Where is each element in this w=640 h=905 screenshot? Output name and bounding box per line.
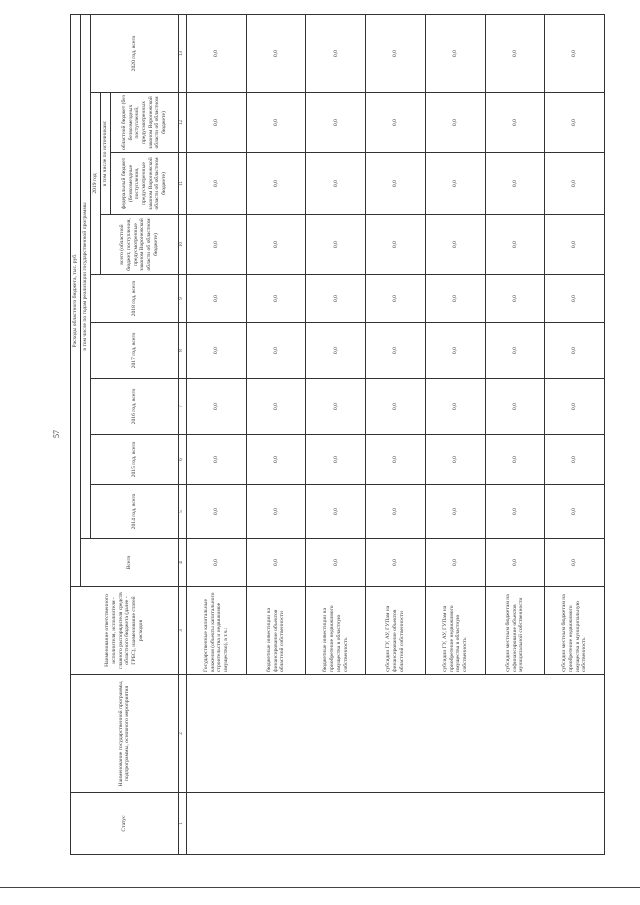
value-cell: 0,0 xyxy=(485,435,545,485)
value-cell: 0,0 xyxy=(246,275,306,323)
column-number: 7 xyxy=(178,379,186,435)
header-2019: 2019 год xyxy=(90,93,100,275)
column-number: 4 xyxy=(178,539,186,587)
value-cell: 0,0 xyxy=(306,15,366,93)
value-cell: 0,0 xyxy=(366,215,426,275)
value-cell: 0,0 xyxy=(545,485,605,539)
value-cell: 0,0 xyxy=(545,539,605,587)
value-cell: 0,0 xyxy=(187,539,247,587)
footer-rule xyxy=(0,887,640,888)
value-cell: 0,0 xyxy=(545,323,605,379)
column-number: 13 xyxy=(178,15,186,93)
budget-table-rotated xyxy=(70,15,605,855)
value-cell: 0,0 xyxy=(246,539,306,587)
value-cell: 0,0 xyxy=(545,275,605,323)
column-number: 1 xyxy=(178,793,186,855)
column-number: 8 xyxy=(178,323,186,379)
value-cell: 0,0 xyxy=(485,485,545,539)
value-cell: 0,0 xyxy=(425,435,485,485)
expense-item-name: бюджетные инвестиции на приобретение недвижимого имущества в областную собственность xyxy=(306,587,366,675)
value-cell: 0,0 xyxy=(187,435,247,485)
table-row xyxy=(187,15,247,855)
header-executor: Наименование ответственного исполнителя, исполнителя - главного распорядителя средств областного бюджета (далее - ГРБС), наименование статей расходов xyxy=(71,587,179,675)
value-cell: 0,0 xyxy=(187,15,247,93)
expense-item-name: субсидии местным бюджетам на приобретение недвижимого имущества в муниципальную собственность xyxy=(545,587,605,675)
value-cell: 0,0 xyxy=(366,323,426,379)
column-number-row xyxy=(178,15,186,855)
column-number: 11 xyxy=(178,153,186,215)
program-cell xyxy=(187,675,605,793)
value-cell: 0,0 xyxy=(366,93,426,153)
value-cell: 0,0 xyxy=(246,153,306,215)
value-cell: 0,0 xyxy=(485,379,545,435)
value-cell: 0,0 xyxy=(246,323,306,379)
header-2018: 2018 год, всего xyxy=(90,275,178,323)
value-cell: 0,0 xyxy=(545,15,605,93)
value-cell: 0,0 xyxy=(306,539,366,587)
status-cell xyxy=(187,793,605,855)
column-number: 12 xyxy=(178,93,186,153)
value-cell: 0,0 xyxy=(187,323,247,379)
value-cell: 0,0 xyxy=(425,15,485,93)
value-cell: 0,0 xyxy=(425,323,485,379)
value-cell: 0,0 xyxy=(246,15,306,93)
value-cell: 0,0 xyxy=(246,485,306,539)
value-cell: 0,0 xyxy=(485,15,545,93)
value-cell: 0,0 xyxy=(306,323,366,379)
value-cell: 0,0 xyxy=(306,153,366,215)
value-cell: 0,0 xyxy=(366,275,426,323)
value-cell: 0,0 xyxy=(306,379,366,435)
value-cell: 0,0 xyxy=(545,215,605,275)
header-2019-incl: в том числе по источникам: xyxy=(100,93,110,215)
value-cell: 0,0 xyxy=(425,485,485,539)
value-cell: 0,0 xyxy=(246,215,306,275)
value-cell: 0,0 xyxy=(545,379,605,435)
value-cell: 0,0 xyxy=(187,379,247,435)
header-2020: 2020 год, всего xyxy=(90,15,178,93)
value-cell: 0,0 xyxy=(306,485,366,539)
header-status: Статус xyxy=(71,793,179,855)
header-expenses: Расходы областного бюджета, тыс. руб. xyxy=(71,15,81,587)
value-cell: 0,0 xyxy=(425,539,485,587)
value-cell: 0,0 xyxy=(246,435,306,485)
value-cell: 0,0 xyxy=(306,93,366,153)
header-2017: 2017 год, всего xyxy=(90,323,178,379)
page-number: 57 xyxy=(52,430,61,438)
column-number: 5 xyxy=(178,485,186,539)
value-cell: 0,0 xyxy=(366,435,426,485)
column-number: 6 xyxy=(178,435,186,485)
value-cell: 0,0 xyxy=(485,153,545,215)
value-cell: 0,0 xyxy=(545,93,605,153)
value-cell: 0,0 xyxy=(306,435,366,485)
header-total: Всего xyxy=(80,539,178,587)
header-2019-total: всего (областной бюджет, поступления, предусмотренные законом Воронежской области об областном бюджете) xyxy=(100,215,178,275)
value-cell: 0,0 xyxy=(425,379,485,435)
value-cell: 0,0 xyxy=(425,275,485,323)
budget-table xyxy=(70,14,605,855)
value-cell: 0,0 xyxy=(425,215,485,275)
value-cell: 0,0 xyxy=(187,153,247,215)
value-cell: 0,0 xyxy=(246,379,306,435)
column-number: 3 xyxy=(178,587,186,675)
value-cell: 0,0 xyxy=(246,93,306,153)
value-cell: 0,0 xyxy=(187,485,247,539)
value-cell: 0,0 xyxy=(366,379,426,435)
header-2015: 2015 год, всего xyxy=(90,435,178,485)
value-cell: 0,0 xyxy=(187,275,247,323)
expense-item-name: субсидии ГУ, АУ, ГУПам на финансирование объектов областной собственности xyxy=(366,587,426,675)
value-cell: 0,0 xyxy=(306,215,366,275)
column-number: 9 xyxy=(178,275,186,323)
header-realization: в том числе по годам реализации государственной программы xyxy=(80,15,90,539)
value-cell: 0,0 xyxy=(485,93,545,153)
header-2014: 2014 год, всего xyxy=(90,485,178,539)
value-cell: 0,0 xyxy=(187,215,247,275)
value-cell: 0,0 xyxy=(425,93,485,153)
header-2016: 2016 год, всего xyxy=(90,379,178,435)
value-cell: 0,0 xyxy=(306,275,366,323)
column-number: 2 xyxy=(178,675,186,793)
value-cell: 0,0 xyxy=(187,93,247,153)
value-cell: 0,0 xyxy=(545,435,605,485)
value-cell: 0,0 xyxy=(545,153,605,215)
value-cell: 0,0 xyxy=(366,153,426,215)
value-cell: 0,0 xyxy=(485,539,545,587)
column-number: 10 xyxy=(178,215,186,275)
value-cell: 0,0 xyxy=(366,15,426,93)
header-2019-regional: областной бюджет (без безвозмездных поступлений, предусмотренных законом Воронежской области об областном бюджете) xyxy=(110,93,178,153)
value-cell: 0,0 xyxy=(485,323,545,379)
header-program: Наименование государственной программы, подпрограммы, основного мероприятия xyxy=(71,675,179,793)
header-2019-federal: федеральный бюджет (безвозмездные поступления, предусмотренные законом Воронежской области об областном бюджете) xyxy=(110,153,178,215)
value-cell: 0,0 xyxy=(366,539,426,587)
value-cell: 0,0 xyxy=(485,215,545,275)
expense-item-name: бюджетные инвестиции на финансирование объектов областной собственности xyxy=(246,587,306,675)
value-cell: 0,0 xyxy=(485,275,545,323)
expense-item-name: субсидии местным бюджетам на софинансирование объектов муниципальной собственности xyxy=(485,587,545,675)
expense-item-name: субсидии ГУ, АУ, ГУПам на приобретение недвижимого имущества в областную собственность xyxy=(425,587,485,675)
expense-item-name: Государственные капитальные вложения (объекты капитального строительства и недвижимое имущество), в т.ч.: xyxy=(187,587,247,675)
value-cell: 0,0 xyxy=(425,153,485,215)
value-cell: 0,0 xyxy=(366,485,426,539)
